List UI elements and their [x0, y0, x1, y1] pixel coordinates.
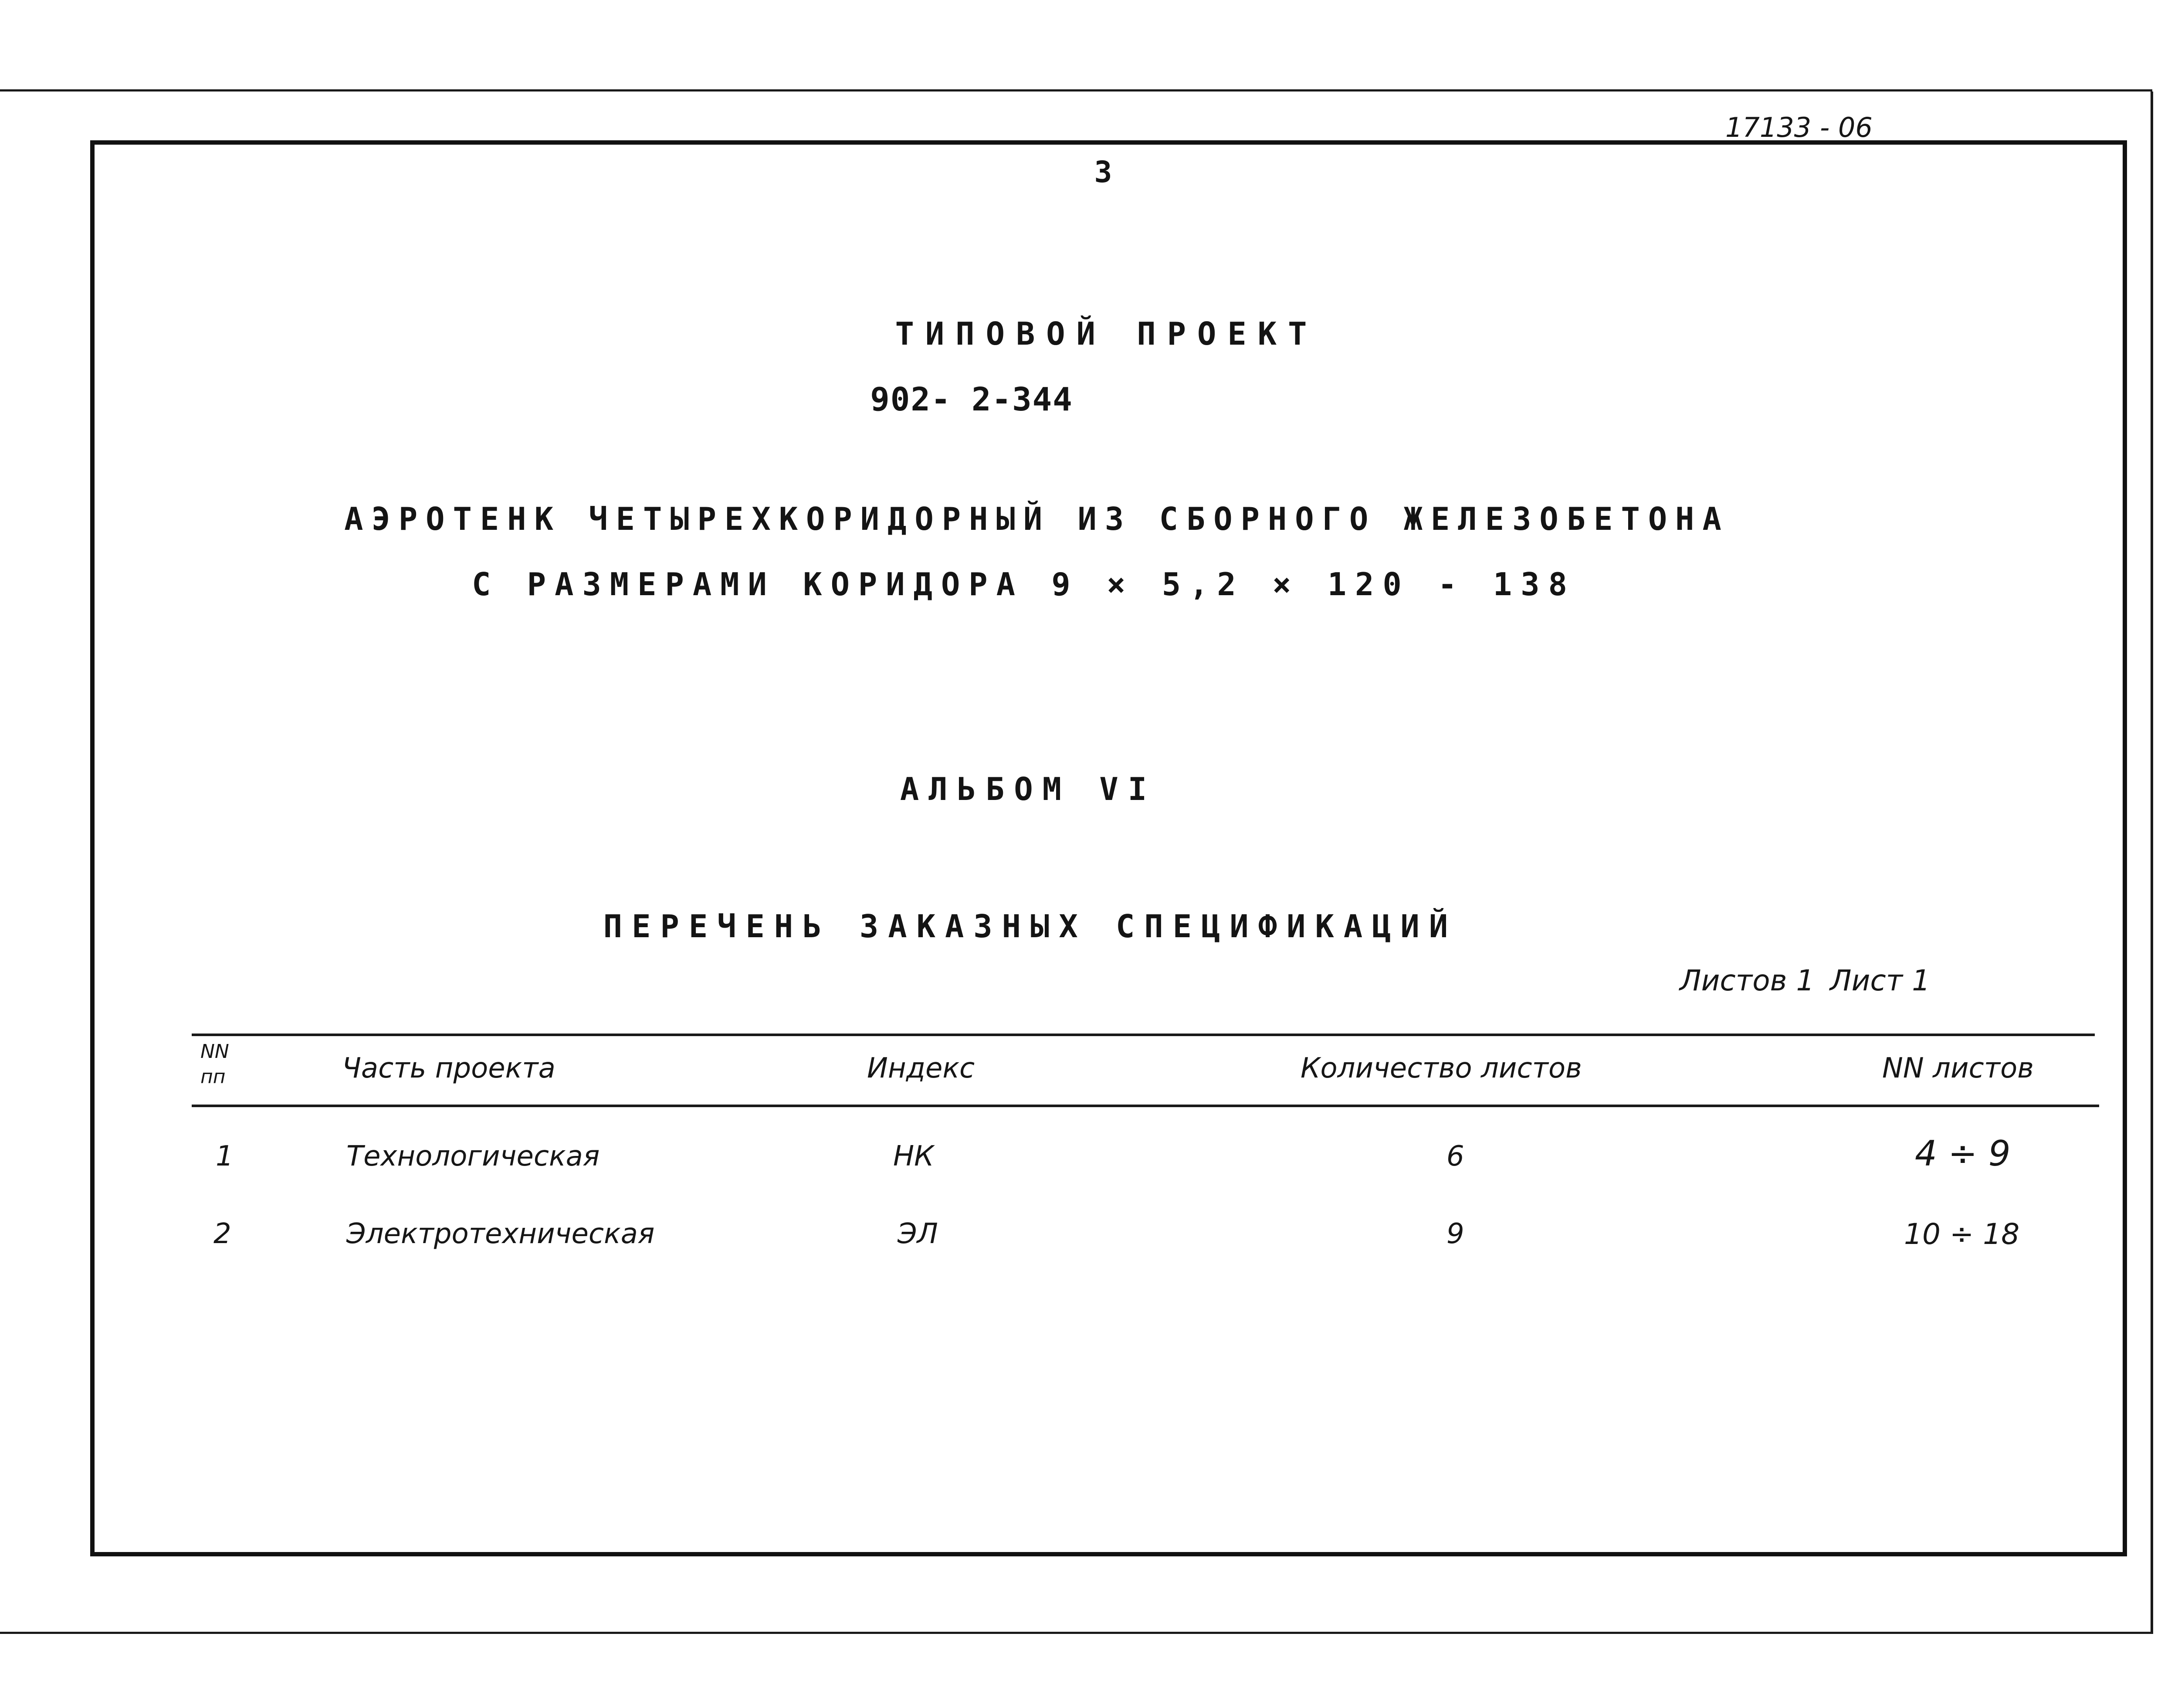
- row-2-index: ЭЛ: [898, 1218, 938, 1250]
- project-number: 902- 2-344: [870, 381, 1073, 418]
- sheets-total-label: Листов 1: [1680, 964, 1815, 997]
- sheet-bottom-edge: [0, 1632, 2152, 1634]
- album-title: АЛЬБОМ VI: [900, 771, 1157, 807]
- header-sheets: NN листов: [1882, 1052, 2034, 1084]
- object-dimensions: С РАЗМЕРАМИ КОРИДОРА 9 × 5,2 × 120 - 138: [472, 566, 1576, 603]
- header-index: Индекс: [867, 1052, 975, 1084]
- header-num-line2: пп: [200, 1066, 226, 1088]
- row-1-count: 6: [1446, 1140, 1464, 1173]
- row-1-sheets: 4 ÷ 9: [1915, 1133, 2011, 1174]
- project-type-title: ТИПОВОЙ ПРОЕКТ: [895, 315, 1318, 352]
- row-2-sheets: 10 ÷ 18: [1904, 1217, 2020, 1251]
- list-title: ПЕРЕЧЕНЬ ЗАКАЗНЫХ СПЕЦИФИКАЦИЙ: [603, 908, 1458, 945]
- sheet-right-edge: [2151, 92, 2153, 1634]
- header-count: Количество листов: [1301, 1052, 1582, 1084]
- sheet-top-edge: [0, 89, 2152, 92]
- table-header-rule: [192, 1105, 2099, 1107]
- row-2-count: 9: [1446, 1218, 1464, 1250]
- drawing-frame: [90, 140, 2127, 1556]
- row-2-num: 2: [213, 1218, 231, 1250]
- row-1-part: Технологическая: [346, 1140, 600, 1173]
- sheet-number-label: Лист 1: [1830, 964, 1931, 997]
- header-num-line1: NN: [200, 1040, 229, 1063]
- row-1-num: 1: [216, 1140, 234, 1173]
- row-1-index: НК: [893, 1140, 934, 1173]
- object-title: АЭРОТЕНК ЧЕТЫРЕХКОРИДОРНЫЙ ИЗ СБОРНОГО ЖЕЛЕЗОБЕТОНА: [344, 501, 1730, 537]
- row-2-part: Электротехническая: [346, 1218, 655, 1250]
- page-number: 3: [1094, 155, 1112, 190]
- document-code: 17133 - 06: [1725, 112, 1873, 143]
- table-top-rule: [192, 1034, 2095, 1036]
- header-part: Часть проекта: [342, 1052, 555, 1084]
